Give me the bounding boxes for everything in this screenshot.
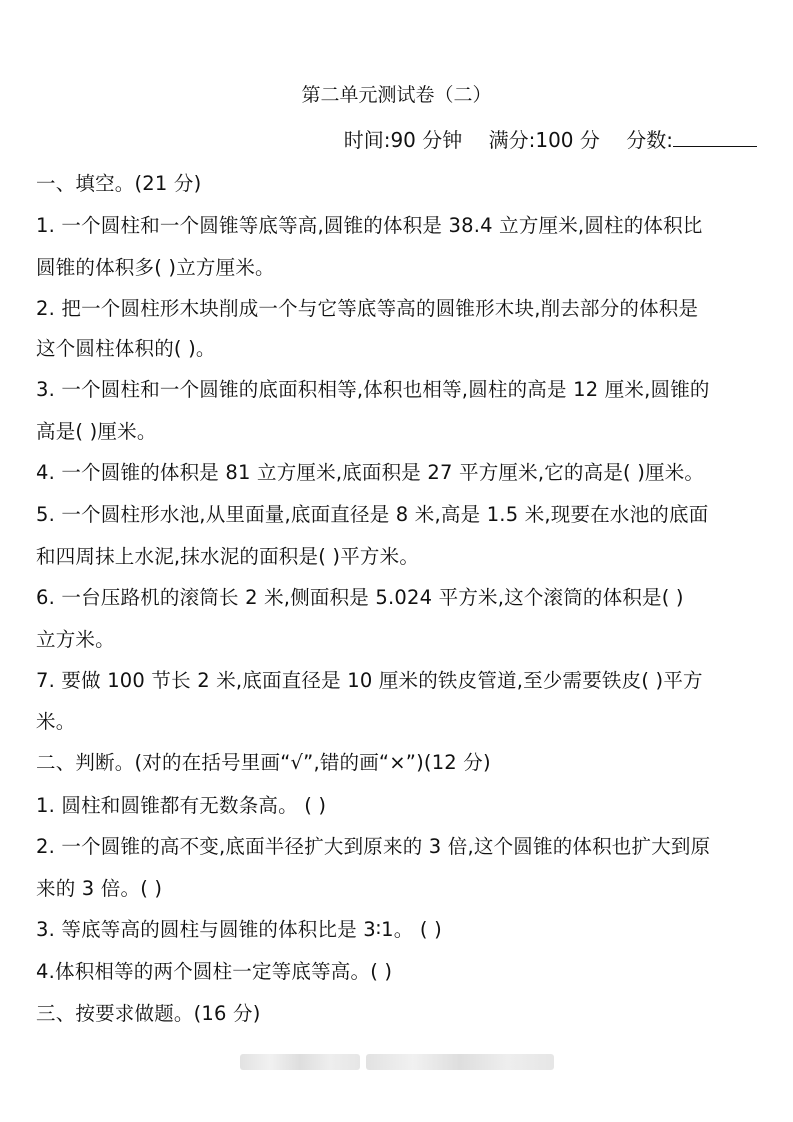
blurred-watermark: [240, 1054, 360, 1070]
question-line: 1. 圆柱和圆锥都有无数条高。 ( ): [36, 794, 327, 817]
question-line: 3. 一个圆柱和一个圆锥的底面积相等,体积也相等,圆柱的高是 12 厘米,圆锥的: [36, 378, 710, 401]
question-line: 6. 一台压路机的滚筒长 2 米,侧面积是 5.024 平方米,这个滚筒的体积是( ): [36, 586, 684, 609]
full-score: 满分:100 分: [488, 128, 600, 152]
section-heading-tasks: 三、按要求做题。(16 分): [36, 1002, 261, 1025]
question-line: 立方米。: [36, 628, 115, 651]
exam-info: [324, 124, 757, 153]
question-line: 圆锥的体积多( )立方厘米。: [36, 256, 275, 279]
page-title: 第二单元测试卷（二）: [301, 84, 492, 106]
question-line: 3. 等底等高的圆柱与圆锥的体积比是 3∶1。 ( ): [36, 918, 442, 941]
question-line: 5. 一个圆柱形水池,从里面量,底面直径是 8 米,高是 1.5 米,现要在水池的底面: [36, 503, 709, 526]
question-line: 2. 把一个圆柱形木块削成一个与它等底等高的圆锥形木块,削去部分的体积是: [36, 297, 699, 320]
score-label: 分数:: [626, 128, 673, 152]
time-limit: 时间:90 分钟: [343, 128, 463, 152]
question-line: 来的 3 倍。( ): [36, 877, 163, 900]
section-heading-true-false: 二、判断。(对的在括号里画“√”,错的画“×”)(12 分): [36, 751, 491, 774]
question-line: 这个圆柱体积的( )。: [36, 337, 216, 360]
question-line: 高是( )厘米。: [36, 420, 157, 443]
question-line: 2. 一个圆锥的高不变,底面半径扩大到原来的 3 倍,这个圆锥的体积也扩大到原: [36, 835, 711, 858]
question-line: 4. 一个圆锥的体积是 81 立方厘米,底面积是 27 平方厘米,它的高是( )厘米。: [36, 461, 705, 484]
question-line: 1. 一个圆柱和一个圆锥等底等高,圆锥的体积是 38.4 立方厘米,圆柱的体积比: [36, 214, 703, 237]
question-line: 米。: [36, 710, 76, 733]
score-blank: [673, 128, 757, 147]
question-line: 7. 要做 100 节长 2 米,底面直径是 10 厘米的铁皮管道,至少需要铁皮( )平方: [36, 669, 703, 692]
question-line: 4.体积相等的两个圆柱一定等底等高。( ): [36, 960, 393, 983]
blurred-watermark: [366, 1054, 554, 1070]
section-heading-fill-in: 一、填空。(21 分): [36, 172, 202, 195]
question-line: 和四周抹上水泥,抹水泥的面积是( )平方米。: [36, 545, 420, 568]
